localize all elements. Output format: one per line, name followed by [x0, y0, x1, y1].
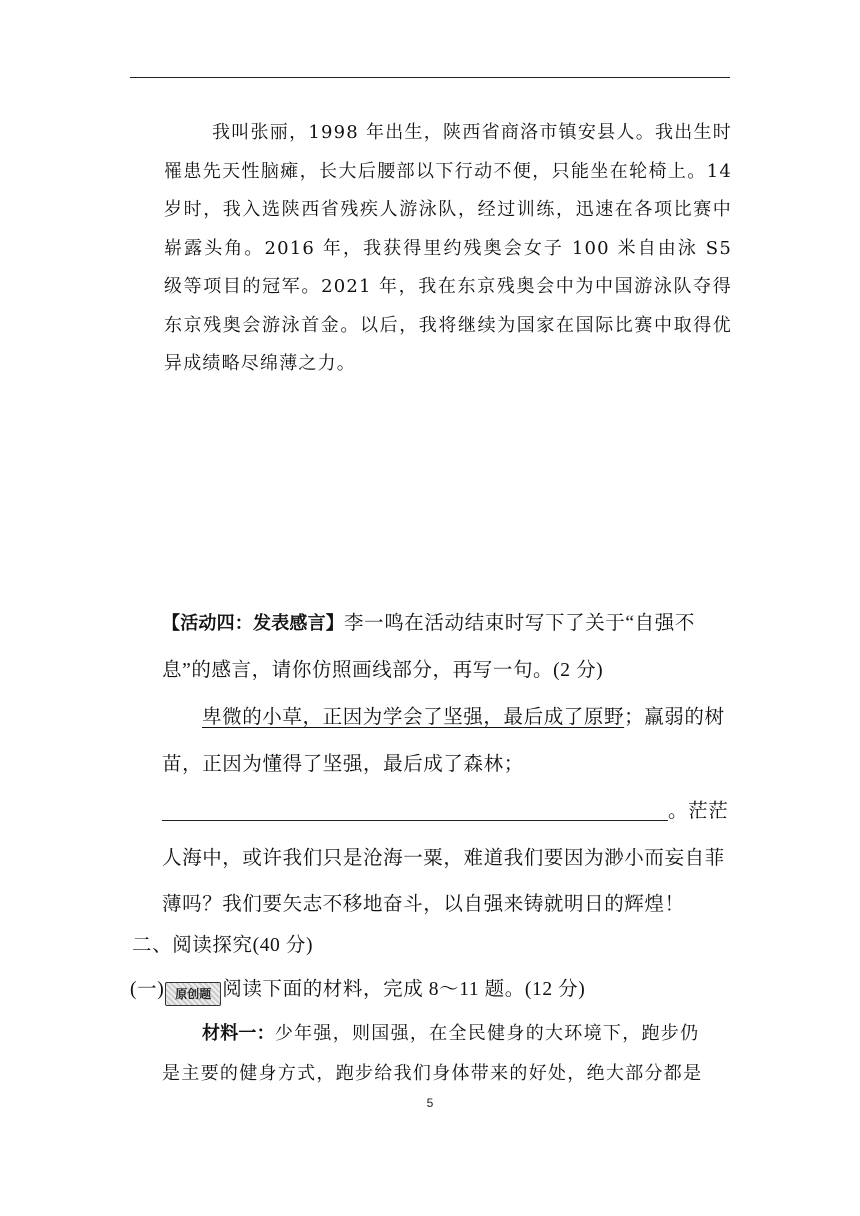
underlined-example: 卑微的小草，正因为学会了坚强，最后成了原野 — [202, 707, 625, 728]
part1-line — [130, 973, 585, 1006]
material1-line1-text: 少年强，则国强，在全民健身的大环境下，跑步仍 — [274, 1023, 700, 1044]
activity4-line5 — [162, 888, 685, 916]
answer-continuation: 。茫茫 — [668, 801, 729, 822]
material1-line2 — [162, 1059, 702, 1085]
material1-line1 — [202, 1019, 699, 1045]
part1-text: 阅读下面的材料，完成 8～11 题。(12 分) — [222, 979, 586, 1000]
activity4-line2 — [162, 654, 603, 682]
answer-blank[interactable] — [162, 798, 668, 821]
header-rule — [130, 77, 730, 78]
activity4-line1 — [162, 607, 695, 635]
bio-text: 我叫张丽，1998 年出生，陕西省商洛市镇安县人。我出生时罹患先天性脑瘫，长大后腰部以下行动不便，只能坐在轮椅上。14 岁时，我入选陕西省残疾人游泳队，经过训练，迅速在各项比赛中崭露头角。2016 年，我获得里约残奥会女子 100 米自由泳 S5 级等项目的冠军。2021 年，我在东京残奥会中为中国游泳队夺得东京残奥会游泳首金。以后，我将继续为国家在国际比赛中取得优异成绩略尽绵薄之力。 — [164, 122, 732, 374]
activity4-line4 — [162, 842, 725, 870]
answer-line — [162, 795, 728, 823]
example-continuation: ；羸弱的树 — [624, 707, 725, 728]
material1-label: 材料一： — [202, 1023, 275, 1044]
activity4-prompt-line2: 息”的感言，请你仿照画线部分，再写一句。(2 分) — [162, 660, 604, 681]
activity4-line4-text: 人海中，或许我们只是沧海一粟，难道我们要因为渺小而妄自菲 — [162, 848, 725, 869]
bio-paragraph — [164, 114, 732, 384]
activity4-heading: 【活动四：发表感言】 — [162, 613, 344, 634]
section2-title-text: 二、阅读探究(40 分) — [132, 935, 314, 956]
example-line2-text: 苗，正因为懂得了坚强，最后成了森林； — [162, 754, 524, 775]
activity4-prompt-line1: 李一鸣在活动结束时写下了关于“自强不 — [344, 613, 695, 634]
example-sentence-line — [202, 701, 725, 729]
original-question-badge: 原创题 — [165, 982, 221, 1006]
activity4-line5-text: 薄吗？我们要矢志不移地奋斗，以自强来铸就明日的辉煌！ — [162, 894, 685, 915]
material1-line2-text: 是主要的健身方式，跑步给我们身体带来的好处，绝大部分都是 — [162, 1063, 703, 1084]
part1-prefix: (一) — [130, 979, 165, 1000]
page-number: 5 — [426, 1096, 434, 1110]
example-line2 — [162, 748, 524, 776]
section2-title — [132, 929, 313, 957]
